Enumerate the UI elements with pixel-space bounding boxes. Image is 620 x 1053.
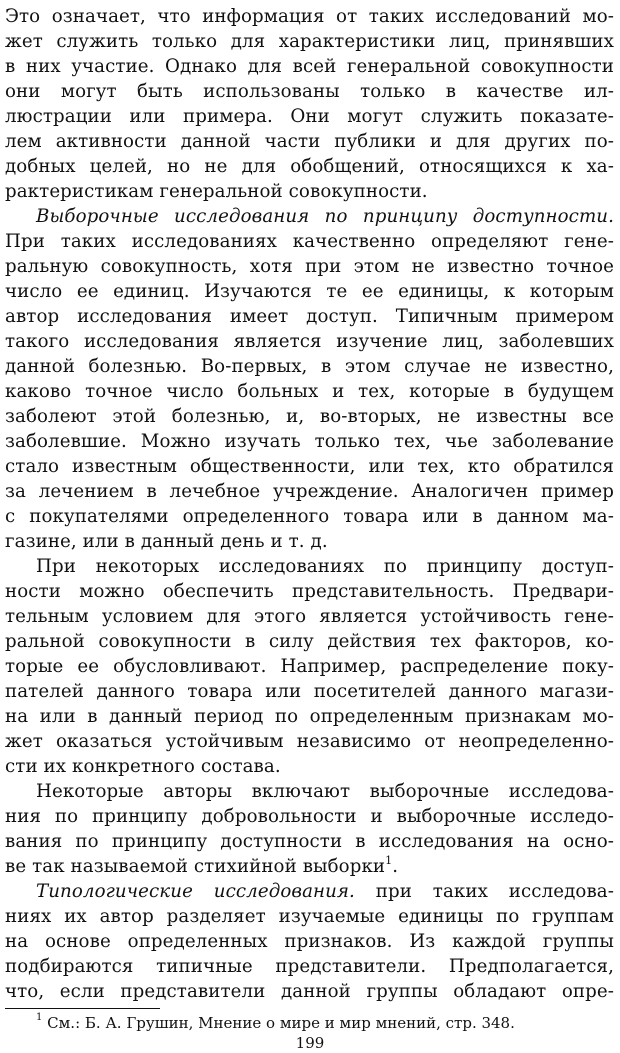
- text-line: рактеристикам генеральной совокупности.: [5, 181, 428, 202]
- footnote-text: См.: Б. А. Грушин, Мнение о мире и мир мнений, стр. 348.: [47, 1014, 515, 1032]
- section-heading: Типологические исследования.: [36, 881, 355, 902]
- text-line: за лечением в лечебное учреждение. Аналогичен пример: [5, 481, 614, 502]
- text-line: Это означает, что информация от таких исследований мо-: [5, 6, 614, 27]
- text-line: При некоторых исследованиях по принципу доступ-: [36, 556, 614, 577]
- footnote-divider: [5, 1008, 160, 1009]
- text-line: каково точное число больных и тех, которые в будущем: [5, 381, 614, 402]
- text-line: вания по принципу доступности в исследования на осно-: [5, 831, 614, 852]
- text-line: заболевшие. Можно изучать только тех, чье заболевание: [5, 431, 614, 452]
- text-line: люстрации или примера. Они могут служить показате-: [5, 106, 614, 127]
- text-line: ральной совокупности в силу действия тех факторов, ко-: [5, 631, 614, 652]
- footnote-marker: 1: [36, 1012, 43, 1023]
- footnote: [36, 1013, 614, 1033]
- text-line: на или в данный период по определенным признакам мо-: [5, 706, 614, 727]
- text-line: что, если представители данной группы обладают опре-: [5, 981, 614, 1002]
- text-line: тельным условием для этого является устойчивость гене-: [5, 606, 614, 627]
- section-heading: Выборочные исследования по принципу доступности.: [36, 206, 614, 227]
- text-line: ве так называемой стихийной выборки$^1$.: [5, 854, 399, 877]
- text-line: ниях их автор разделяет изучаемые единицы по группам: [5, 906, 614, 927]
- text-line: они могут быть использованы только в качестве ил-: [5, 81, 614, 102]
- text-line: стало известным общественности, или тех, кто обратился: [5, 456, 614, 477]
- text-line: ния по принципу добровольности и выборочные исследо-: [5, 806, 614, 827]
- text-line: добных целей, но не для обобщений, относящихся к ха-: [5, 156, 614, 177]
- text-line: сти их конкретного состава.: [5, 756, 281, 777]
- text-line: число ее единиц. Изучаются те ее единицы, к которым: [5, 281, 614, 302]
- text-line-content: при таких исследова-: [375, 881, 614, 902]
- page-number: 199: [295, 1034, 325, 1052]
- text-line-content: ве так называемой стихийной выборки: [5, 856, 386, 877]
- text-line: данной болезнью. Во-первых, в этом случае не известно,: [5, 356, 614, 377]
- text-line: такого исследования является изучение лиц, заболевших: [5, 331, 614, 352]
- text-line: на основе определенных признаков. Из каждой группы: [5, 931, 614, 952]
- text-line: торые ее обусловливают. Например, распределение поку-: [5, 656, 614, 677]
- footnote-reference: 1: [385, 854, 393, 867]
- text-line: заболеют этой болезнью, и, во-вторых, не известны все: [5, 406, 614, 427]
- text-line: подбираются типичные представители. Предполагается,: [5, 956, 614, 977]
- text-line: ральную совокупность, хотя при этом не известно точное: [5, 256, 614, 277]
- text-line: При таких исследованиях качественно определяют гене-: [5, 231, 614, 252]
- text-line: газине, или в данный день и т. д.: [5, 531, 328, 552]
- text-line: жет служить только для характеристики лиц, принявших: [5, 31, 614, 52]
- text-line: лем активности данной части публики и для других по-: [5, 131, 614, 152]
- text-line: ности можно обеспечить представительность. Предвари-: [5, 581, 614, 602]
- text-line: автор исследования имеет доступ. Типичным примером: [5, 306, 614, 327]
- text-line: пателей данного товара или посетителей данного магази-: [5, 681, 614, 702]
- text-line: жет оказаться устойчивым независимо от неопределенно-: [5, 731, 614, 752]
- text-line: [36, 879, 614, 904]
- text-line: с покупателями определенного товара или в данном ма-: [5, 506, 614, 527]
- text-line: в них участие. Однако для всей генеральной совокупности: [5, 56, 614, 77]
- text-line: Некоторые авторы включают выборочные исследова-: [36, 781, 614, 802]
